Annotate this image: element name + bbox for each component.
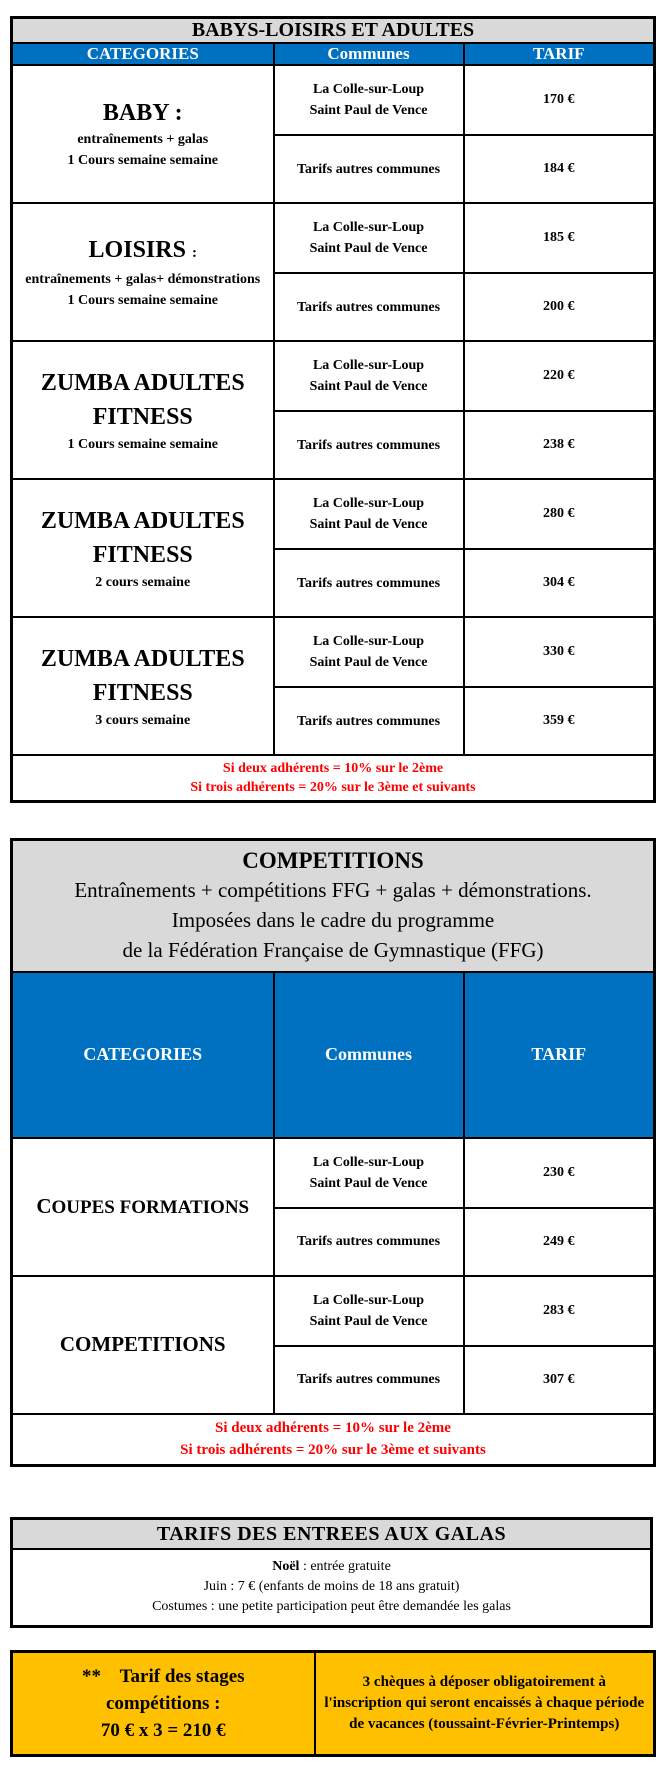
price-other: 238 € (464, 411, 655, 479)
price-other: 184 € (464, 135, 655, 203)
category-loisirs (12, 203, 274, 341)
gala-costumes: Costumes : une petite participation peut être demandée les galas (152, 1599, 511, 1615)
commune-name: La Colle-sur-Loup (312, 82, 425, 97)
category-title: BABY : (102, 100, 183, 126)
category-title: FITNESS (92, 679, 193, 706)
competitions-header (12, 840, 655, 972)
category-title-suffix: : (191, 244, 197, 261)
gala-prices-table (10, 1517, 653, 1628)
commune-local (274, 479, 464, 549)
category-coupes-formations (12, 1138, 274, 1276)
category-title-rest: OUPES FORMATIONS (51, 1197, 250, 1218)
price-other: 304 € (464, 549, 655, 617)
commune-local (274, 1138, 464, 1208)
commune-local (274, 1276, 464, 1346)
header-categories: CATEGORIES (12, 43, 274, 65)
section-title: COMPETITIONS (242, 848, 424, 874)
stage-price-line: ** Tarif des stages (81, 1666, 245, 1687)
discount-line: Si trois adhérents = 20% sur le 3ème et suivants (190, 779, 476, 795)
commune-name: Saint Paul de Vence (309, 1175, 428, 1191)
section-subtitle: Entraînements + compétitions FFG + galas + démonstrations. (74, 878, 592, 903)
commune-local (274, 617, 464, 687)
stage-price (12, 1652, 315, 1756)
section-title: TARIFS DES ENTREES AUX GALAS (12, 1519, 652, 1549)
category-zumba-3 (12, 617, 274, 755)
category-title-text: LOISIRS (88, 236, 186, 263)
commune-other: Tarifs autres communes (274, 1346, 464, 1414)
category-zumba-2 (12, 479, 274, 617)
category-title-initial: C (36, 1194, 52, 1218)
category-desc: 1 Cours semaine semaine (67, 436, 218, 452)
header-communes: Communes (274, 972, 464, 1138)
category-desc: entraînements + galas (77, 132, 209, 147)
price-local: 230 € (464, 1138, 655, 1208)
commune-name: La Colle-sur-Loup (312, 496, 425, 511)
price-local: 170 € (464, 65, 655, 135)
stage-price-line: 70 € x 3 = 210 € (100, 1720, 226, 1741)
commune-name: La Colle-sur-Loup (312, 358, 425, 373)
commune-other: Tarifs autres communes (274, 549, 464, 617)
discount-line: Si trois adhérents = 20% sur le 3ème et suivants (180, 1442, 486, 1459)
category-desc: 1 Cours semaine semaine (67, 153, 218, 168)
commune-name: Saint Paul de Vence (309, 103, 428, 118)
gala-noel-text: : entrée gratuite (299, 1559, 391, 1575)
category-competitions: COMPETITIONS (12, 1276, 274, 1414)
commune-other: Tarifs autres communes (274, 411, 464, 479)
discount-note (12, 755, 655, 801)
price-local: 220 € (464, 341, 655, 411)
commune-name: Saint Paul de Vence (309, 241, 428, 256)
price-local: 330 € (464, 617, 655, 687)
commune-name: Saint Paul de Vence (309, 1313, 428, 1329)
gala-noel-label: Noël (272, 1559, 300, 1575)
price-other: 249 € (464, 1208, 655, 1276)
commune-local (274, 203, 464, 273)
commune-name: Saint Paul de Vence (309, 655, 428, 670)
header-tarif: TARIF (464, 972, 655, 1138)
competitions-table (10, 838, 656, 1467)
commune-name: La Colle-sur-Loup (312, 1292, 425, 1308)
header-categories: CATEGORIES (12, 972, 274, 1138)
commune-name: Saint Paul de Vence (309, 379, 428, 394)
commune-other: Tarifs autres communes (274, 687, 464, 755)
commune-local (274, 65, 464, 135)
discount-line: Si deux adhérents = 10% sur le 2ème (215, 1420, 451, 1437)
stages-table (10, 1650, 656, 1757)
category-title: ZUMBA ADULTES (40, 645, 245, 672)
header-communes: Communes (274, 43, 464, 65)
category-desc: 2 cours semaine (95, 574, 191, 590)
header-tarif: TARIF (464, 43, 655, 65)
category-title: FITNESS (92, 403, 193, 430)
commune-name: La Colle-sur-Loup (312, 1154, 425, 1170)
category-zumba-1 (12, 341, 274, 479)
commune-local (274, 341, 464, 411)
category-baby (12, 65, 274, 203)
babys-loisirs-table (10, 16, 656, 803)
category-title: ZUMBA ADULTES (40, 369, 245, 396)
gala-noel (13, 1557, 650, 1577)
commune-other: Tarifs autres communes (274, 135, 464, 203)
category-title: ZUMBA ADULTES (40, 507, 245, 534)
discount-line: Si deux adhérents = 10% sur le 2ème (222, 760, 444, 776)
commune-name: La Colle-sur-Loup (312, 634, 425, 649)
stage-payment-note: 3 chèques à déposer obligatoirement à l'inscription qui seront encaissés à chaque période de vacances (toussaint-Février-Printemps) (315, 1652, 655, 1756)
gala-details (12, 1549, 652, 1627)
section-subtitle: de la Fédération Française de Gymnastique (FFG) (122, 938, 544, 963)
stage-price-line: compétitions : (105, 1693, 221, 1714)
category-desc: 3 cours semaine (95, 712, 191, 728)
price-local: 185 € (464, 203, 655, 273)
price-other: 359 € (464, 687, 655, 755)
commune-name: Saint Paul de Vence (309, 517, 428, 532)
price-local: 283 € (464, 1276, 655, 1346)
commune-name: La Colle-sur-Loup (312, 220, 425, 235)
category-desc: 1 Cours semaine semaine (67, 292, 218, 308)
discount-note (12, 1414, 655, 1466)
section-subtitle: Imposées dans le cadre du programme (171, 908, 495, 933)
category-desc: entraînements + galas+ démonstrations (25, 271, 261, 287)
commune-other: Tarifs autres communes (274, 1208, 464, 1276)
price-local: 280 € (464, 479, 655, 549)
commune-other: Tarifs autres communes (274, 273, 464, 341)
section-title: BABYS-LOISIRS ET ADULTES (12, 18, 655, 44)
category-title: FITNESS (92, 541, 193, 568)
gala-juin: Juin : 7 € (enfants de moins de 18 ans gratuit) (203, 1579, 460, 1595)
price-other: 307 € (464, 1346, 655, 1414)
category-title (13, 234, 273, 269)
price-other: 200 € (464, 273, 655, 341)
